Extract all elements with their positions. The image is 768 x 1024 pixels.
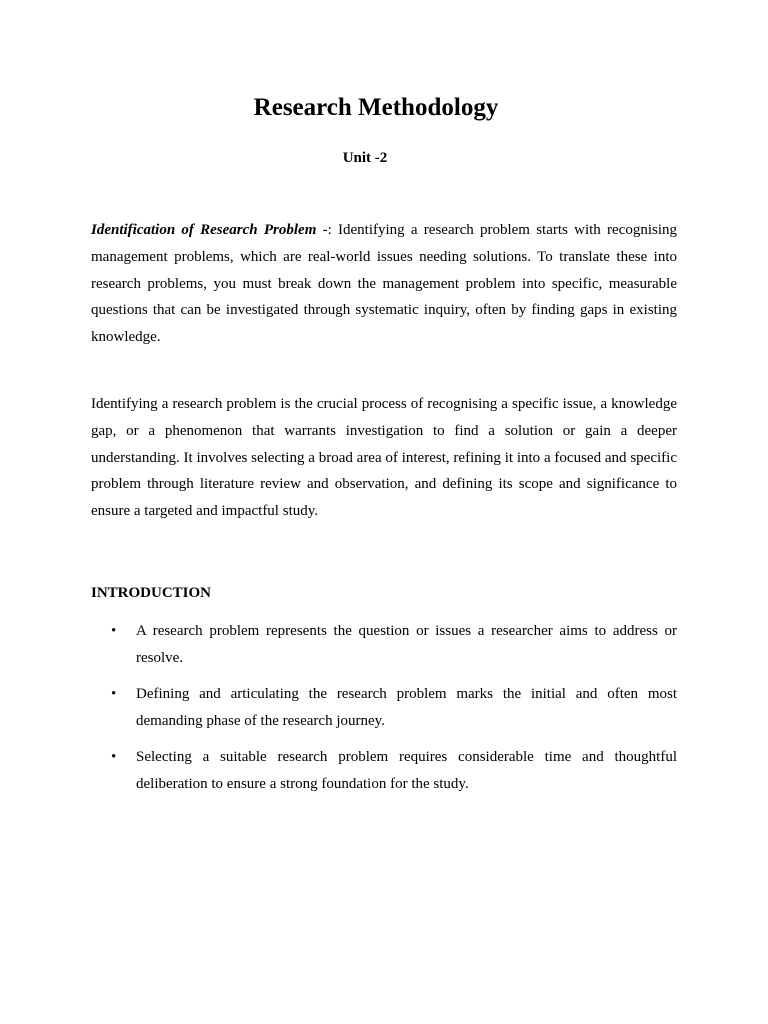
bullet-icon: • [111,623,117,639]
list-item-text: Defining and articulating the research problem marks the initial and often most demanding phase of the research journey. [136,686,677,729]
paragraph-separator: -: [316,222,332,238]
bullet-icon: • [111,686,117,703]
list-item [91,744,677,798]
bullet-icon: • [111,749,117,766]
introduction-list [91,618,677,807]
paragraph-text: Identifying a research problem starts with recognising management problems, which are real-world issues needing solutions. To translate these into research problems, you must break down the management problem into specific, measurable questions that can be investigated through systematic inquiry, often by finding gaps in existing knowledge. [91,222,677,346]
document-title: Research Methodology [253,94,499,121]
paragraph-definition: Identifying a research problem is the crucial process of recognising a specific issue, a knowledge gap, or a phenomenon that warrants investigation to find a solution or gain a deeper understanding. It involves selecting a broad area of interest, refining it into a focused and specific problem through literature review and observation, and defining its scope and significance to ensure a targeted and impactful study. [91,396,677,520]
paragraph-identification [91,217,677,351]
list-item [91,618,677,672]
paragraph-term: Identification of Research Problem [91,222,317,238]
list-item-text: A research problem represents the question or issues a researcher aims to address or resolve. [136,623,677,666]
list-item [91,681,677,735]
unit-label: Unit -2 [342,150,388,166]
section-heading-introduction: INTRODUCTION [91,585,212,601]
list-item-text: Selecting a suitable research problem requires considerable time and thoughtful deliberation to ensure a strong foundation for the study. [136,749,677,792]
